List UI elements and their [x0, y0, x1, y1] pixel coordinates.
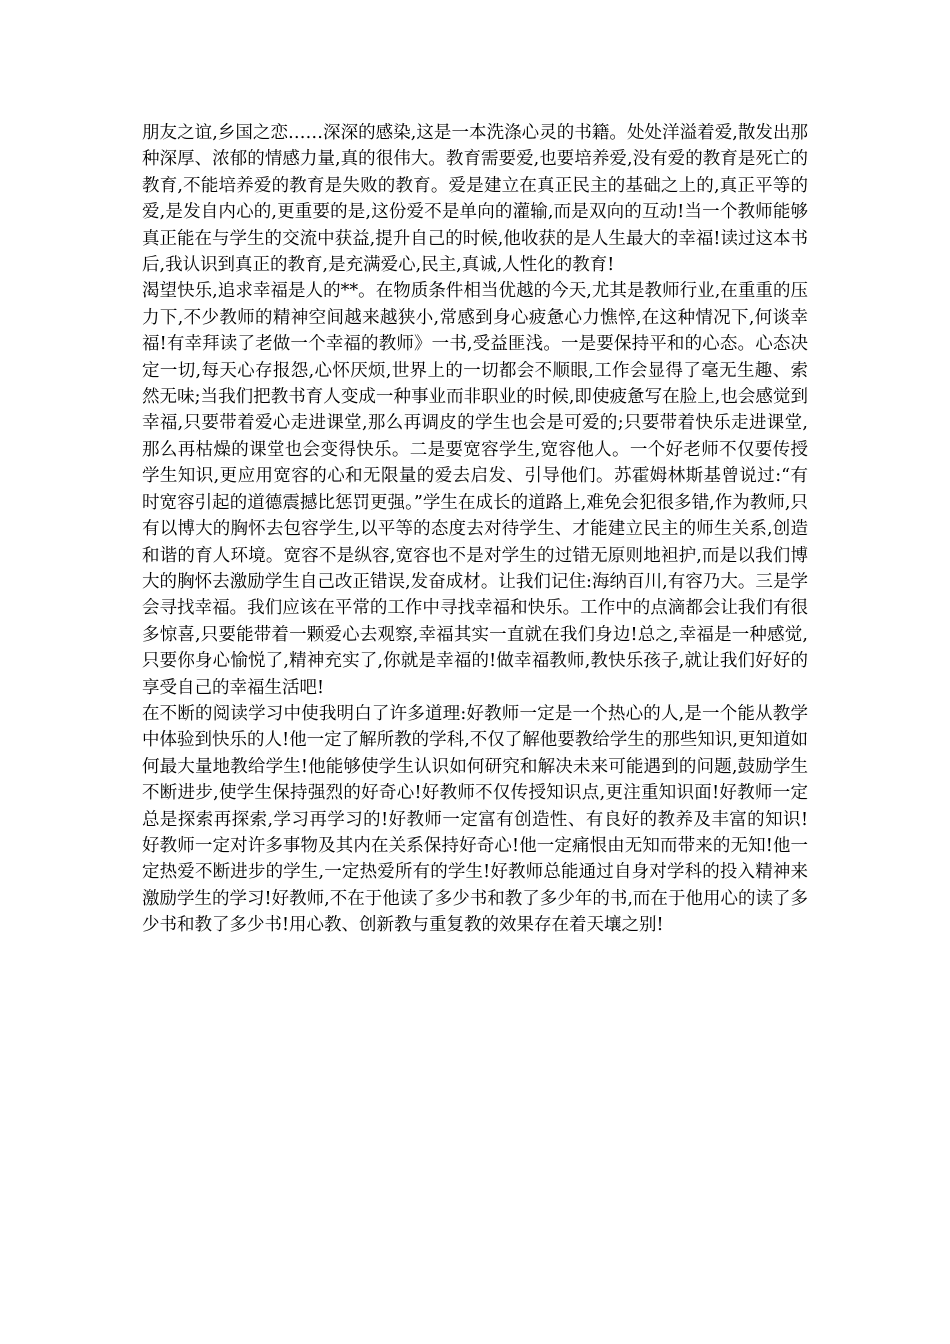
paragraph-2: 渴望快乐,追求幸福是人的**。在物质条件相当优越的今天,尤其是教师行业,在重重的压力下,不少教师的精神空间越来越狭小,常感到身心疲惫心力憔悴,在这种情况下,何谈幸福!有幸拜读了老做一个幸福的教师》一书,受益匪浅。一是要保持平和的心态。心态决定一切,每天心存报怨,心怀厌烦,世界上的一切都会不顺眼,工作会显得了毫无生趣、索然无味;当我们把教书育人变成一种事业而非职业的时候,即使疲惫写在脸上,也会感觉到幸福,只要带着爱心走进课堂,那么再调皮的学生也会是可爱的;只要带着快乐走进课堂,那么再枯燥的课堂也会变得快乐。二是要宽容学生,宽容他人。一个好老师不仅要传授学生知识,更应用宽容的心和无限量的爱去启发、引导他们。苏霍姆林斯基曾说过:“有时宽容引起的道德震撼比惩罚更强。”学生在成长的道路上,难免会犯很多错,作为教师,只有以博大的胸怀去包容学生,以平等的态度去对待学生、才能建立民主的师生关系,创造和谐的育人环境。宽容不是纵容,宽容也不是对学生的过错无原则地袒护,而是以我们博大的胸怀去激励学生自己改正错误,发奋成材。让我们记住:海纳百川,有容乃大。三是学会寻找幸福。我们应该在平常的工作中寻找幸福和快乐。工作中的点滴都会让我们有很多惊喜,只要能带着一颗爱心去观察,幸福其实一直就在我们身边!总之,幸福是一种感觉,只要你身心愉悦了,精神充实了,你就是幸福的!做幸福教师,教快乐孩子,就让我们好好的享受自己的幸福生活吧! — [142, 281, 808, 698]
paragraph-1: 朋友之谊,乡国之恋……深深的感染,这是一本洗涤心灵的书籍。处处洋溢着爱,散发出那种深厚、浓郁的情感力量,真的很伟大。教育需要爱,也要培养爱,没有爱的教育是死亡的教育,不能培养爱的教育是失败的教育。爱是建立在真正民主的基础之上的,真正平等的爱,是发自内心的,更重要的是,这份爱不是单向的灌输,而是双向的互动!当一个教师能够真正能在与学生的交流中获益,提升自己的时候,他收获的是人生最大的幸福!读过这本书后,我认识到真正的教育,是充满爱心,民主,真诚,人性化的教育! — [142, 123, 808, 276]
paragraph-3: 在不断的阅读学习中使我明白了许多道理:好教师一定是一个热心的人,是一个能从教学中体验到快乐的人!他一定了解所教的学科,不仅了解他要教给学生的那些知识,更知道如何最大量地教给学生!他能够使学生认识如何研究和解决未来可能遇到的问题,鼓励学生不断进步,使学生保持强烈的好奇心!好教师不仅传授知识点,更注重知识面!好教师一定总是探索再探索,学习再学习的!好教师一定富有创造性、有良好的教养及丰富的知识!好教师一定对许多事物及其内在关系保持好奇心!他一定痛恨由无知而带来的无知!他一定热爱不断进步的学生,一定热爱所有的学生!好教师总能通过自身对学科的投入精神来激励学生的学习!好教师,不在于他读了多少书和教了多少年的书,而在于他用心的读了多少书和教了多少书!用心教、创新教与重复教的效果存在着天壤之别! — [142, 703, 808, 936]
document-page — [142, 120, 808, 939]
